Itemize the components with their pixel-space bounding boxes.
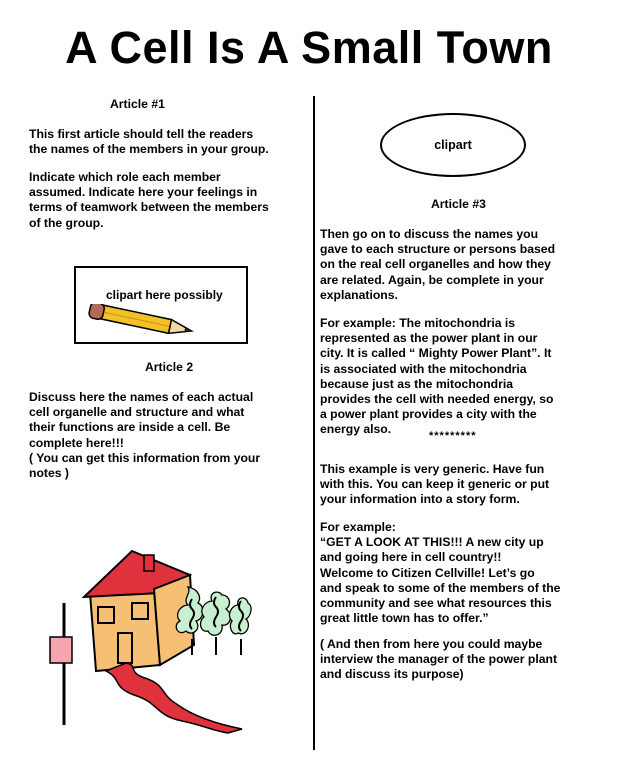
article3-paragraph-1: Then go on to discuss the names you gave to each structure or persons based on the real cell organelles and how they are related. Again, be complete in your explanations.: [320, 227, 556, 302]
page-title: A Cell Is A Small Town: [65, 22, 553, 73]
article3-paragraph-2: For example: The mitochondria is represented as the power plant in our city. It is called “ Mighty Power Plant”. It is associated with the mitochondria because just as the mitochondria provides the cell with needed energy, so a power plant provides a city with the energy also.: [320, 316, 554, 437]
house-icon: [42, 545, 252, 735]
pencil-icon: [84, 304, 204, 344]
article3-heading: Article #3: [431, 197, 486, 211]
clipart-ellipse-label: clipart: [434, 138, 472, 152]
article1-paragraph-1: This first article should tell the readers the names of the members in your group.: [29, 127, 269, 157]
article3-paragraph-5: ( And then from here you could maybe interview the manager of the power plant and discuss its purpose): [320, 637, 558, 682]
article2-paragraph: Discuss here the names of each actual cell organelle and structure and what their functions are inside a cell. Be complete here!!! ( You can get this information from your notes ): [29, 390, 261, 481]
article1-paragraph-2: Indicate which role each member assumed. Indicate here your feelings in terms of teamwork between the members of the group.: [29, 170, 269, 230]
clipart-placeholder-ellipse: [380, 113, 526, 177]
article3-paragraph-3: This example is very generic. Have fun with this. You can keep it generic or put your information into a story form.: [320, 462, 550, 507]
clipart-placeholder-box: [74, 266, 248, 344]
article1-heading: Article #1: [110, 97, 165, 111]
article2-heading: Article 2: [145, 360, 194, 374]
column-divider: [313, 96, 315, 750]
article3-paragraph-4: For example: “GET A LOOK AT THIS!!! A new city up and going here in cell country!! Welcome to Citizen Cellville! Let’s go and speak to some of the members of the community and see what resources this great little town has to offer.”: [320, 520, 561, 626]
clipart-box-label: clipart here possibly: [106, 288, 223, 302]
separator: *********: [429, 430, 477, 442]
